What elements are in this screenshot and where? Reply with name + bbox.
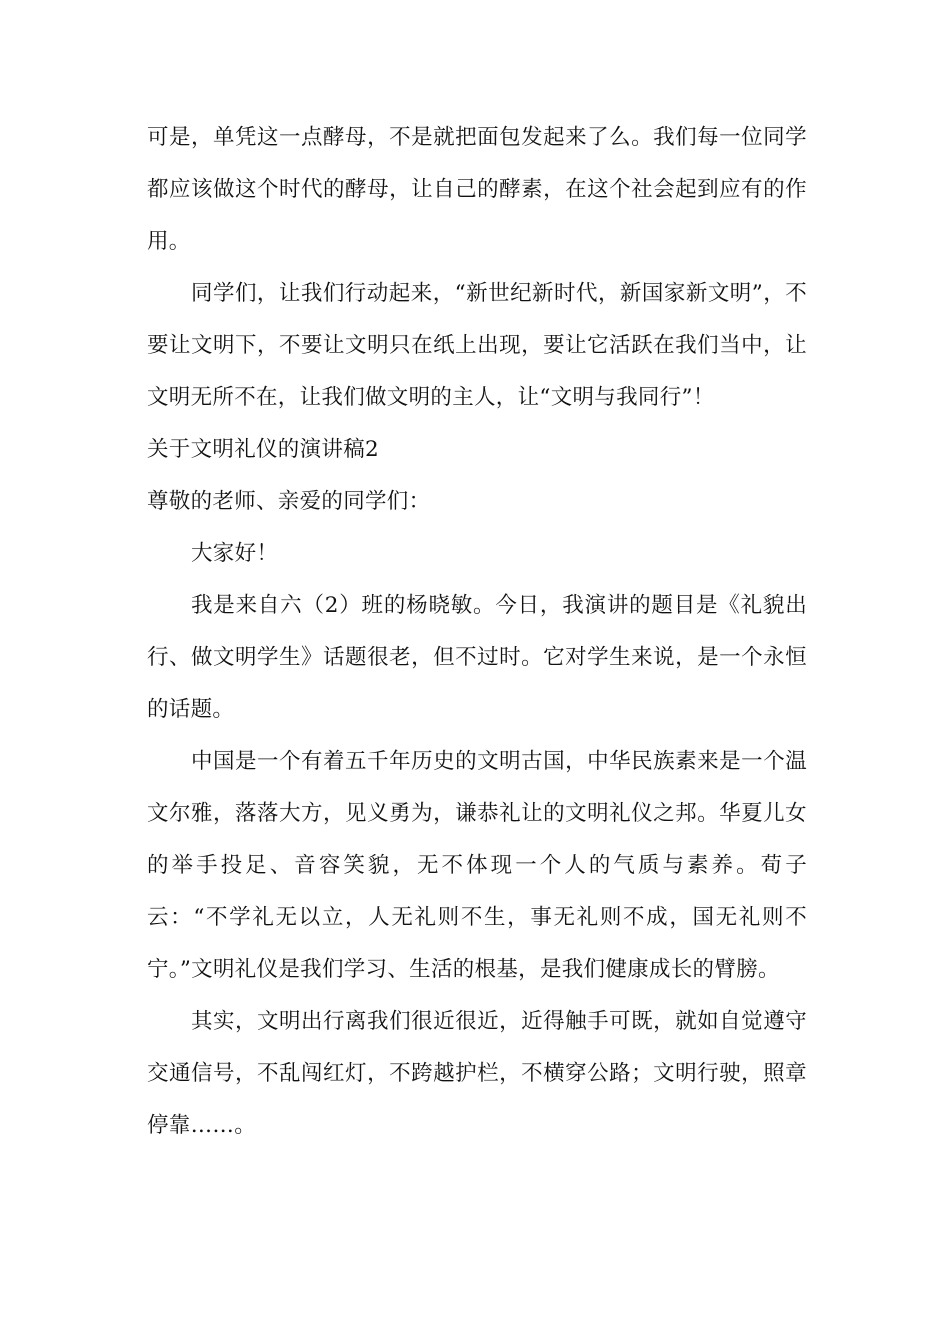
greeting: 大家好！ <box>191 541 279 566</box>
paragraph-call-to-action: 同学们，让我们行动起来，“新世纪新时代，新国家新文明”，不要让文明下，不要让文明只在纸上出现，要让它活跃在我们当中，让文明无所不在，让我们做文明的主人，让“文明与我同行”！ <box>147 281 807 410</box>
document-body <box>147 112 807 1152</box>
paragraph-etiquette-history: 中国是一个有着五千年历史的文明古国，中华民族素来是一个温文尔雅，落落大方，见义勇为，谦恭礼让的文明礼仪之邦。华夏儿女的举手投足、音容笑貌，无不体现一个人的气质与素养。荀子云：“不学礼无以立，人无礼则不生，事无礼则不成，国无礼则不宁。”文明礼仪是我们学习、生活的根基，是我们健康成长的臂膀。 <box>147 749 807 982</box>
section-title: 关于文明礼仪的演讲稿2 <box>147 437 379 462</box>
paragraph-civilized-travel: 其实，文明出行离我们很近很近，近得触手可既，就如自觉遵守交通信号，不乱闯红灯，不跨越护栏，不横穿公路；文明行驶，照章停靠……。 <box>147 1009 807 1138</box>
salutation: 尊敬的老师、亲爱的同学们： <box>147 489 431 514</box>
paragraph-yeast: 可是，单凭这一点酵母，不是就把面包发起来了么。我们每一位同学都应该做这个时代的酵母，让自己的酵素，在这个社会起到应有的作用。 <box>147 125 807 254</box>
paragraph-introduction: 我是来自六（2）班的杨晓敏。今日，我演讲的题目是《礼貌出行、做文明学生》话题很老，但不过时。它对学生来说，是一个永恒的话题。 <box>147 593 807 722</box>
